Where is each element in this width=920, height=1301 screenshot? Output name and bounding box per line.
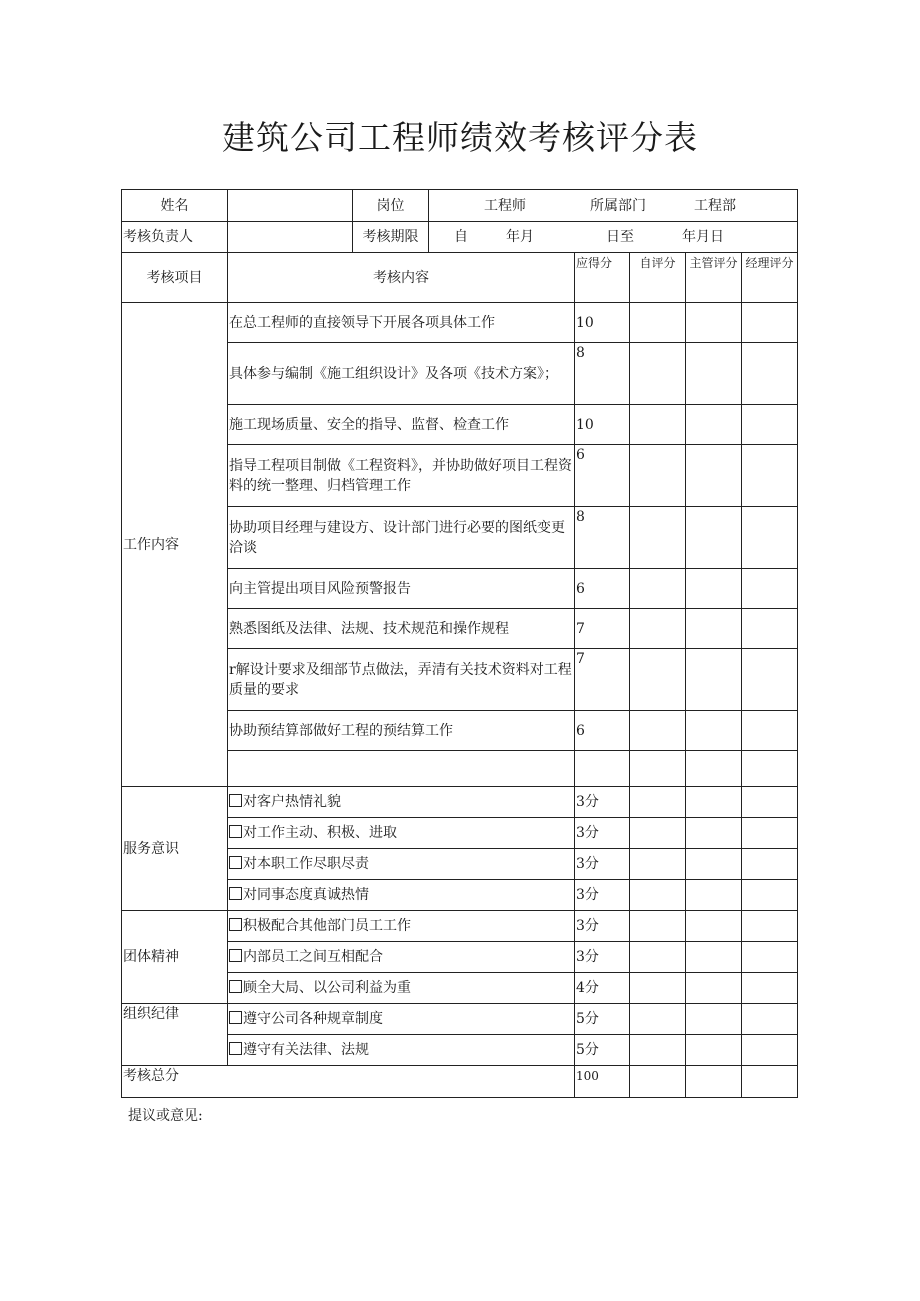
criterion-text: 对本职工作尽职尽责 — [243, 856, 369, 872]
criterion-cell — [228, 445, 575, 507]
criterion-cell — [228, 942, 575, 973]
manager-score-field[interactable] — [742, 343, 798, 405]
checkbox-icon[interactable] — [229, 1011, 242, 1024]
total-manager-field[interactable] — [742, 1066, 798, 1098]
criterion-cell — [228, 818, 575, 849]
criterion-cell — [228, 405, 575, 445]
score-cell: 7 — [575, 609, 630, 649]
manager-score-field[interactable] — [742, 973, 798, 1004]
section-name: 组织纪律 — [122, 1004, 228, 1066]
criterion-cell — [228, 609, 575, 649]
manager-score-field[interactable] — [742, 1004, 798, 1035]
manager-score-field[interactable] — [742, 445, 798, 507]
supervisor-score-field[interactable] — [686, 609, 742, 649]
score-cell: 8 — [575, 507, 630, 569]
score-cell: 3分 — [575, 942, 630, 973]
self-score-field[interactable] — [630, 787, 686, 818]
total-row — [122, 1066, 798, 1098]
total-self-field[interactable] — [630, 1066, 686, 1098]
score-cell: 5分 — [575, 1035, 630, 1066]
score-cell: 6 — [575, 445, 630, 507]
criterion-cell — [228, 787, 575, 818]
self-score-field[interactable] — [630, 507, 686, 569]
self-score-field[interactable] — [630, 649, 686, 711]
supervisor-score-field[interactable] — [686, 787, 742, 818]
supervisor-score-field[interactable] — [686, 649, 742, 711]
score-cell: 6 — [575, 711, 630, 751]
self-score-field[interactable] — [630, 711, 686, 751]
manager-score-field[interactable] — [742, 818, 798, 849]
criterion-text: 积极配合其他部门员工工作 — [243, 918, 411, 934]
table-row — [122, 911, 798, 942]
col-header-content: 考核内容 — [228, 253, 575, 303]
col-header-supervisor: 主管评分 — [686, 253, 742, 303]
total-score: 100 — [575, 1066, 630, 1098]
score-cell — [575, 751, 630, 787]
criterion-cell — [228, 343, 575, 405]
score-cell: 4分 — [575, 973, 630, 1004]
col-header-item: 考核项目 — [122, 253, 228, 303]
supervisor-score-field[interactable] — [686, 507, 742, 569]
section-name: 工作内容 — [122, 303, 228, 787]
manager-score-field[interactable] — [742, 1035, 798, 1066]
self-score-field[interactable] — [630, 942, 686, 973]
manager-score-field[interactable] — [742, 569, 798, 609]
supervisor-score-field[interactable] — [686, 818, 742, 849]
manager-score-field[interactable] — [742, 609, 798, 649]
manager-score-field[interactable] — [742, 507, 798, 569]
criterion-text: 具体参与编制《施工组织设计》及各项《技术方案》； — [229, 365, 558, 382]
table-row — [122, 787, 798, 818]
supervisor-score-field[interactable] — [686, 751, 742, 787]
score-cell: 3分 — [575, 787, 630, 818]
criterion-text: 协助预结算部做好工程的预结算工作 — [229, 722, 453, 739]
col-header-manager: 经理评分 — [742, 253, 798, 303]
evaluation-table — [121, 189, 798, 1098]
checkbox-icon[interactable] — [229, 1042, 242, 1055]
supervisor-score-field[interactable] — [686, 1035, 742, 1066]
checkbox-icon[interactable] — [229, 887, 242, 900]
criterion-text: 熟悉图纸及法律、法规、技术规范和操作规程 — [229, 620, 509, 637]
period-to: 日至 — [606, 229, 634, 245]
supervisor-score-field[interactable] — [686, 1004, 742, 1035]
section-name: 团体精神 — [122, 911, 228, 1004]
supervisor-score-field[interactable] — [686, 343, 742, 405]
col-header-score: 应得分 — [575, 253, 630, 303]
criterion-text: 内部员工之间互相配合 — [243, 949, 383, 965]
supervisor-score-field[interactable] — [686, 711, 742, 751]
score-cell: 10 — [575, 405, 630, 445]
self-score-field[interactable] — [630, 405, 686, 445]
position-value: 工程师 — [484, 197, 526, 214]
self-score-field[interactable] — [630, 911, 686, 942]
manager-score-field[interactable] — [742, 303, 798, 343]
criterion-text: 施工现场质量、安全的指导、监督、检查工作 — [229, 416, 509, 433]
criterion-text: r解设计要求及细部节点做法，弄清有关技术资料对工程质量的要求 — [229, 661, 572, 698]
self-score-field[interactable] — [630, 303, 686, 343]
criterion-text: 遵守有关法律、法规 — [243, 1042, 369, 1058]
criterion-cell — [228, 1004, 575, 1035]
checkbox-icon[interactable] — [229, 794, 242, 807]
criterion-cell — [228, 751, 575, 787]
col-header-self: 自评分 — [630, 253, 686, 303]
manager-score-field[interactable] — [742, 787, 798, 818]
period-from: 自 — [454, 229, 468, 245]
period-cell[interactable] — [429, 222, 798, 253]
self-score-field[interactable] — [630, 751, 686, 787]
self-score-field[interactable] — [630, 1035, 686, 1066]
manager-score-field[interactable] — [742, 942, 798, 973]
checkbox-icon[interactable] — [229, 980, 242, 993]
name-label: 姓名 — [122, 190, 228, 222]
score-cell: 3分 — [575, 911, 630, 942]
criterion-text: 遵守公司各种规章制度 — [243, 1011, 383, 1027]
self-score-field[interactable] — [630, 880, 686, 911]
checkbox-icon[interactable] — [229, 949, 242, 962]
reviewer-label: 考核负责人 — [122, 222, 228, 253]
self-score-field[interactable] — [630, 849, 686, 880]
criterion-text: 对工作主动、积极、进取 — [243, 825, 397, 841]
criterion-cell — [228, 507, 575, 569]
reviewer-field[interactable] — [228, 222, 353, 253]
supervisor-score-field[interactable] — [686, 911, 742, 942]
criterion-cell — [228, 569, 575, 609]
score-cell: 6 — [575, 569, 630, 609]
supervisor-score-field[interactable] — [686, 942, 742, 973]
criterion-text: 向主管提出项目风险预警报告 — [229, 580, 411, 597]
table-row — [122, 1004, 798, 1035]
remark-label: 提议或意见: — [128, 1108, 203, 1124]
criterion-cell — [228, 303, 575, 343]
manager-score-field[interactable] — [742, 405, 798, 445]
manager-score-field[interactable] — [742, 649, 798, 711]
score-cell: 3分 — [575, 818, 630, 849]
period-ym1: 年月 — [506, 229, 534, 245]
name-field[interactable] — [228, 190, 353, 222]
supervisor-score-field[interactable] — [686, 445, 742, 507]
page-title: 建筑公司工程师绩效考核评分表 — [222, 118, 698, 157]
self-score-field[interactable] — [630, 1004, 686, 1035]
score-cell: 3分 — [575, 880, 630, 911]
criterion-cell — [228, 880, 575, 911]
self-score-field[interactable] — [630, 569, 686, 609]
score-cell: 3分 — [575, 849, 630, 880]
criterion-cell — [228, 911, 575, 942]
criterion-cell — [228, 849, 575, 880]
supervisor-score-field[interactable] — [686, 849, 742, 880]
criterion-cell — [228, 1035, 575, 1066]
position-label: 岗位 — [353, 190, 429, 222]
total-label: 考核总分 — [122, 1066, 575, 1098]
manager-score-field[interactable] — [742, 751, 798, 787]
section-name: 服务意识 — [122, 787, 228, 911]
manager-score-field[interactable] — [742, 911, 798, 942]
self-score-field[interactable] — [630, 818, 686, 849]
supervisor-score-field[interactable] — [686, 973, 742, 1004]
checkbox-icon[interactable] — [229, 825, 242, 838]
criterion-cell — [228, 973, 575, 1004]
total-supervisor-field[interactable] — [686, 1066, 742, 1098]
period-ymd2: 年月日 — [682, 229, 724, 245]
manager-score-field[interactable] — [742, 880, 798, 911]
checkbox-icon[interactable] — [229, 856, 242, 869]
table-row — [122, 303, 798, 343]
criterion-text: 对客户热情礼貌 — [243, 794, 341, 810]
score-cell: 5分 — [575, 1004, 630, 1035]
supervisor-score-field[interactable] — [686, 880, 742, 911]
criterion-text: 指导工程项目制做《工程资料》，并协助做好项目工程资料的统一整理、归档管理工作 — [229, 457, 572, 494]
self-score-field[interactable] — [630, 973, 686, 1004]
checkbox-icon[interactable] — [229, 918, 242, 931]
score-cell: 7 — [575, 649, 630, 711]
supervisor-score-field[interactable] — [686, 303, 742, 343]
self-score-field[interactable] — [630, 609, 686, 649]
criterion-text: 协助项目经理与建设方、设计部门进行必要的图纸变更洽谈 — [229, 519, 565, 556]
manager-score-field[interactable] — [742, 711, 798, 751]
criterion-text: 对同事态度真诚热情 — [243, 887, 369, 903]
score-cell: 8 — [575, 343, 630, 405]
criterion-text: 顾全大局、以公司利益为重 — [243, 980, 411, 996]
period-label: 考核期限 — [353, 222, 429, 253]
manager-score-field[interactable] — [742, 849, 798, 880]
self-score-field[interactable] — [630, 343, 686, 405]
self-score-field[interactable] — [630, 445, 686, 507]
criterion-cell — [228, 649, 575, 711]
position-dept-cell — [429, 190, 798, 222]
supervisor-score-field[interactable] — [686, 405, 742, 445]
score-cell: 10 — [575, 303, 630, 343]
dept-value: 工程部 — [694, 197, 736, 214]
criterion-text: 在总工程师的直接领导下开展各项具体工作 — [229, 314, 495, 331]
dept-label: 所属部门 — [590, 197, 646, 214]
criterion-cell — [228, 711, 575, 751]
supervisor-score-field[interactable] — [686, 569, 742, 609]
